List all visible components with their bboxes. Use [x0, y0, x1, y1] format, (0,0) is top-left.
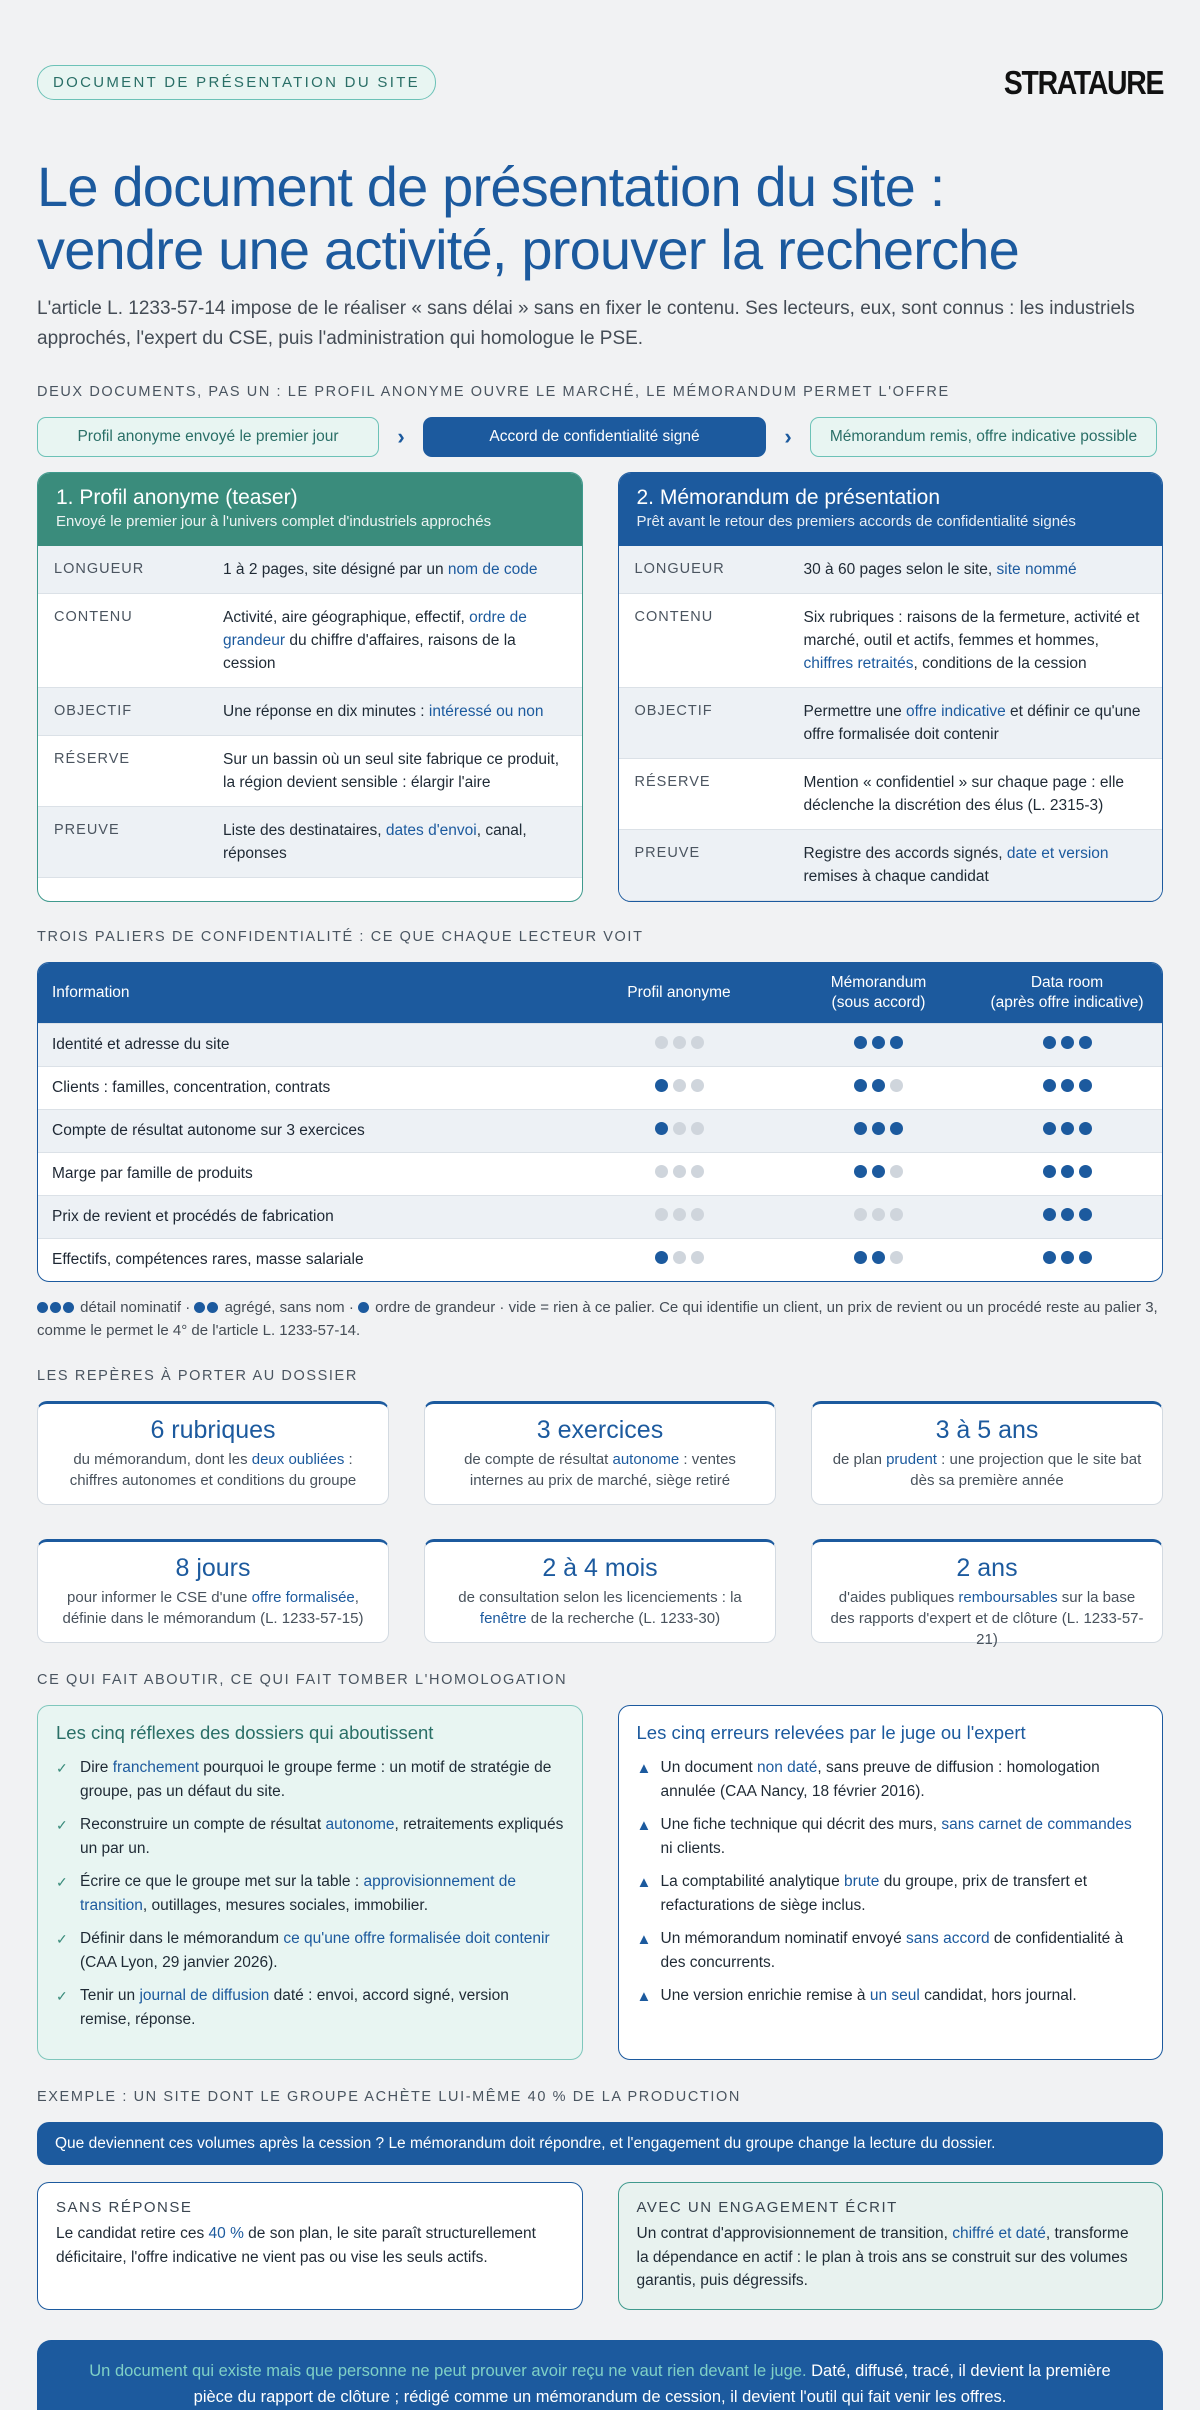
table-body [38, 1023, 1162, 1281]
level-dots [1043, 1251, 1092, 1264]
chevron-right-icon: › [397, 424, 405, 449]
level-dots [1043, 1165, 1092, 1178]
level-dot-icon [673, 1036, 686, 1049]
example-banner: Que deviennent ces volumes après la cession ? Le mémorandum doit répondre, et l'engagement du groupe change la lecture du dossier. [37, 2122, 1163, 2165]
level-dots [854, 1122, 903, 1135]
level-dot-icon [1043, 1122, 1056, 1135]
table-row [38, 1152, 1162, 1195]
level-dot-icon [872, 1079, 885, 1092]
card-row-key: CONTENU [634, 609, 714, 625]
confidentiality-level-cell [972, 1121, 1162, 1141]
warning-icon: ▲ [636, 1931, 652, 1948]
errors-title: Les cinq erreurs relevées par le juge ou l'expert [636, 1722, 1026, 1743]
level-dot-icon [1061, 1079, 1074, 1092]
level-dot-icon [691, 1165, 704, 1178]
level-dots [1043, 1036, 1092, 1049]
list-item [56, 1927, 564, 1974]
level-dot-icon [890, 1165, 903, 1178]
table-header [38, 963, 1162, 1023]
flow-step-nda: Accord de confidentialité signé [423, 417, 766, 457]
list-item [56, 1870, 564, 1917]
level-dots [655, 1079, 704, 1092]
confidentiality-table [37, 962, 1163, 1282]
level-dots [655, 1208, 704, 1221]
warning-icon: ▲ [636, 1874, 652, 1891]
table-row-label: Identité et adresse du site [52, 1036, 230, 1053]
column-header-memorandum: Mémorandum (sous accord) [830, 974, 927, 1011]
card-row-key: CONTENU [54, 609, 133, 625]
teaser-card-rows [38, 546, 582, 878]
stat-card [37, 1539, 389, 1643]
level-dot-icon [655, 1165, 668, 1178]
confidentiality-level-cell [785, 1035, 972, 1055]
brand-logo: STRATAURE [1003, 63, 1163, 101]
level-dot-icon [691, 1122, 704, 1135]
list-item-text: La comptabilité analytique brute du groupe, prix de transfert et refacturations de siège inclus. [660, 1873, 1088, 1914]
card-row-key: RÉSERVE [54, 751, 131, 767]
section-heading-homologation: CE QUI FAIT ABOUTIR, CE QUI FAIT TOMBER L'HOMOLOGATION [37, 1672, 568, 1688]
document-cards [37, 472, 1163, 902]
list-item [637, 1870, 1145, 1917]
table-row [38, 1023, 1162, 1066]
teaser-card-subtitle: Envoyé le premier jour à l'univers complet d'industriels approchés [56, 513, 492, 530]
confidentiality-level-cell [785, 1121, 972, 1141]
card-row-longueur [38, 546, 582, 594]
list-item [56, 1756, 564, 1803]
list-item-text: Reconstruire un compte de résultat autonome, retraitements expliqués un par un. [80, 1816, 564, 1857]
confidentiality-level-cell [972, 1207, 1162, 1227]
section-heading-confidentiality: TROIS PALIERS DE CONFIDENTIALITÉ : CE QUE CHAQUE LECTEUR VOIT [37, 929, 644, 945]
card-row-objectif [619, 688, 1163, 759]
stat-value: 2 à 4 mois [542, 1554, 658, 1582]
level-dot-icon [673, 1079, 686, 1092]
level-dot-icon [655, 1122, 668, 1135]
card-row-objectif [38, 688, 582, 736]
level-dot-icon [872, 1208, 885, 1221]
card-row-longueur [619, 546, 1163, 594]
stat-description: pour informer le CSE d'une offre formalisée, définie dans le mémorandum (L. 1233-57-15) [62, 1589, 364, 1627]
title-line-1: Le document de présentation du site : [37, 155, 945, 218]
level-dot-icon [854, 1251, 867, 1264]
list-item [56, 1984, 564, 2031]
list-item [637, 1756, 1145, 1803]
errors-box [618, 1705, 1164, 2060]
card-row-réserve [619, 759, 1163, 830]
level-dot-icon [1043, 1079, 1056, 1092]
level-dot-icon [655, 1251, 668, 1264]
level-dot-icon [890, 1036, 903, 1049]
memorandum-card-header [619, 473, 1163, 546]
stat-description: de compte de résultat autonome : ventes internes au prix de marché, siège retiré [464, 1451, 736, 1489]
level-dot-icon [691, 1208, 704, 1221]
card-row-value: Six rubriques : raisons de la fermeture, activité et marché, outil et actifs, femmes et hommes, chiffres retraités, conditions de la cession [803, 609, 1140, 672]
level-dot-icon [1043, 1208, 1056, 1221]
example-commitment [618, 2182, 1164, 2310]
good-practices-title: Les cinq réflexes des dossiers qui aboutissent [56, 1722, 434, 1743]
stat-card [424, 1539, 776, 1643]
card-row-key: RÉSERVE [634, 774, 711, 790]
section-heading-documents: DEUX DOCUMENTS, PAS UN : LE PROFIL ANONYME OUVRE LE MARCHÉ, LE MÉMORANDUM PERMET L'OFFRE [37, 384, 950, 400]
flow-step-teaser: Profil anonyme envoyé le premier jour [37, 417, 379, 457]
memorandum-card [618, 472, 1164, 902]
check-icon: ✓ [56, 1874, 68, 1890]
card-row-value: 30 à 60 pages selon le site, site nommé [803, 561, 1077, 578]
level-dot-icon [890, 1208, 903, 1221]
level-dot-icon [1043, 1251, 1056, 1264]
confidentiality-level-cell [972, 1078, 1162, 1098]
card-row-value: Sur un bassin où un seul site fabrique ce produit, la région devient sensible : élargir l'aire [223, 751, 560, 791]
table-row-label: Effectifs, compétences rares, masse salariale [52, 1251, 364, 1268]
level-dot-icon [854, 1122, 867, 1135]
card-row-value: Mention « confidentiel » sur chaque page : elle déclenche la discrétion des élus (L. 2315-3) [803, 774, 1125, 814]
table-row-label: Compte de résultat autonome sur 3 exercices [52, 1122, 365, 1139]
process-flow [37, 417, 1163, 457]
warning-icon: ▲ [636, 1817, 652, 1834]
level-dot-icon [1061, 1036, 1074, 1049]
memorandum-card-title: 2. Mémorandum de présentation [636, 486, 941, 509]
level-dot-icon [872, 1251, 885, 1264]
level-dots [854, 1208, 903, 1221]
card-row-value: 1 à 2 pages, site désigné par un nom de code [223, 561, 538, 578]
memorandum-card-rows [619, 546, 1163, 901]
warning-icon: ▲ [636, 1760, 652, 1777]
table-row [38, 1238, 1162, 1281]
good-practices-box [37, 1705, 583, 2060]
list-item [637, 1927, 1145, 1974]
confidentiality-level-cell [573, 1036, 785, 1054]
example-no-answer-text: Le candidat retire ces 40 % de son plan, le site paraît structurellement déficitaire, l'offre indicative ne vient pas ou vise les seuls actifs. [56, 2225, 536, 2266]
level-dot-icon [691, 1251, 704, 1264]
stat-description: de consultation selon les licenciements : la fenêtre de la recherche (L. 1233-30) [458, 1589, 742, 1627]
level-dot-icon [655, 1079, 668, 1092]
card-row-value: Registre des accords signés, date et version remises à chaque candidat [803, 845, 1109, 885]
card-row-key: PREUVE [634, 845, 701, 861]
table-row-label: Marge par famille de produits [52, 1165, 253, 1182]
card-row-key: LONGUEUR [634, 561, 725, 577]
table-row [38, 1195, 1162, 1238]
stats-grid [37, 1401, 1163, 1648]
title-line-2: vendre une activité, prouver la recherche [37, 218, 1019, 281]
level-dots [655, 1122, 704, 1135]
card-row-contenu [38, 594, 582, 688]
level-dots [854, 1036, 903, 1049]
level-dots [1043, 1122, 1092, 1135]
level-dot-icon [872, 1036, 885, 1049]
stat-card [811, 1401, 1163, 1505]
stat-value: 8 jours [175, 1554, 251, 1582]
level-dot-icon [1043, 1165, 1056, 1178]
card-row-value: Liste des destinataires, dates d'envoi, canal, réponses [223, 822, 527, 862]
list-item-text: Une version enrichie remise à un seul candidat, hors journal. [660, 1987, 1077, 2004]
list-item-text: Définir dans le mémorandum ce qu'une offre formalisée doit contenir (CAA Lyon, 29 janvier 2026). [80, 1930, 550, 1971]
flow-step-memorandum: Mémorandum remis, offre indicative possible [810, 417, 1157, 457]
check-icon: ✓ [56, 1988, 68, 2004]
card-row-preuve [38, 807, 582, 878]
stat-description: du mémorandum, dont les deux oubliées : chiffres autonomes et conditions du groupe [69, 1451, 357, 1489]
memorandum-card-subtitle: Prêt avant le retour des premiers accords de confidentialité signés [636, 513, 1076, 530]
stat-value: 6 rubriques [150, 1416, 276, 1444]
stat-card [811, 1539, 1163, 1648]
confidentiality-level-cell [573, 1208, 785, 1226]
level-dot-icon [673, 1208, 686, 1221]
chevron-right-icon: › [784, 424, 792, 449]
check-icon: ✓ [56, 1931, 68, 1947]
list-item-text: Un mémorandum nominatif envoyé sans accord de confidentialité à des concurrents. [660, 1930, 1124, 1971]
example-commitment-text: Un contrat d'approvisionnement de transition, chiffré et daté, transforme la dépendance en actif : le plan à trois ans se construit sur des volumes garantis, puis dégressifs. [636, 2225, 1129, 2289]
level-dot-icon [1061, 1122, 1074, 1135]
level-dot-icon [655, 1208, 668, 1221]
intro-paragraph: L'article L. 1233-57-14 impose de le réaliser « sans délai » sans en fixer le contenu. Ses lecteurs, eux, sont connus : les industriels approchés, l'expert du CSE, puis l'administration qui homologue le PSE. [37, 298, 1135, 349]
level-dot-icon [691, 1079, 704, 1092]
level-dot-icon [1061, 1165, 1074, 1178]
stat-value: 2 ans [956, 1554, 1018, 1582]
stat-card [424, 1401, 776, 1505]
example-commitment-label: AVEC UN ENGAGEMENT ÉCRIT [636, 2199, 898, 2216]
table-row [38, 1066, 1162, 1109]
level-dots [1043, 1208, 1092, 1221]
stat-value: 3 exercices [536, 1416, 664, 1444]
level-dots [655, 1036, 704, 1049]
list-item [637, 1813, 1145, 1860]
level-dots [854, 1079, 903, 1092]
example-no-answer [37, 2182, 583, 2310]
level-dot-icon [1043, 1036, 1056, 1049]
check-icon: ✓ [56, 1760, 68, 1776]
stat-value: 3 à 5 ans [935, 1416, 1039, 1444]
table-legend: détail nominatif · agrégé, sans nom · ordre de grandeur · vide = rien à ce palier. Ce qui identifie un client, un prix de revient ou un procédé reste au palier 3, comme le permet le 4° de l'article L. 1233-57-14. [37, 1299, 1158, 1339]
confidentiality-level-cell [972, 1164, 1162, 1184]
errors-list [637, 1756, 1145, 2009]
column-header-data-room: Data room (après offre indicative) [990, 974, 1144, 1011]
level-dot-icon [673, 1165, 686, 1178]
confidentiality-level-cell [573, 1079, 785, 1097]
level-dot-icon [854, 1036, 867, 1049]
level-dots [854, 1251, 903, 1264]
level-dot-icon [1061, 1251, 1074, 1264]
card-row-key: PREUVE [54, 822, 120, 838]
list-item-text: Tenir un journal de diffusion daté : envoi, accord signé, version remise, réponse. [80, 1987, 509, 2028]
teaser-card-title: 1. Profil anonyme (teaser) [56, 486, 298, 509]
level-dot-icon [691, 1036, 704, 1049]
section-heading-example: EXEMPLE : UN SITE DONT LE GROUPE ACHÈTE LUI-MÊME 40 % DE LA PRODUCTION [37, 2089, 741, 2105]
level-dot-icon [673, 1251, 686, 1264]
level-dot-icon [854, 1208, 867, 1221]
card-row-key: OBJECTIF [634, 703, 713, 719]
card-row-réserve [38, 736, 582, 807]
level-dots [854, 1165, 903, 1178]
confidentiality-level-cell [972, 1035, 1162, 1055]
level-dot-icon [872, 1122, 885, 1135]
level-dot-icon [1079, 1165, 1092, 1178]
card-row-value: Une réponse en dix minutes : intéressé ou non [223, 703, 544, 720]
do-dont-section [37, 1705, 1163, 2060]
card-row-preuve [619, 830, 1163, 901]
level-dot-icon [890, 1251, 903, 1264]
level-dots [655, 1251, 704, 1264]
card-row-value: Permettre une offre indicative et définir ce qu'une offre formalisée doit contenir [803, 703, 1141, 743]
confidentiality-level-cell [573, 1122, 785, 1140]
top-bar [37, 63, 1163, 101]
page-title [37, 155, 1163, 281]
table-row [38, 1109, 1162, 1152]
level-dot-icon [1061, 1208, 1074, 1221]
card-row-contenu [619, 594, 1163, 688]
level-dot-icon [872, 1165, 885, 1178]
level-dots [1043, 1079, 1092, 1092]
section-heading-markers: LES REPÈRES À PORTER AU DOSSIER [37, 1368, 358, 1384]
level-dot-icon [854, 1165, 867, 1178]
card-row-key: LONGUEUR [54, 561, 145, 577]
level-dot-icon [655, 1036, 668, 1049]
level-dot-icon [890, 1122, 903, 1135]
level-dot-icon [1079, 1251, 1092, 1264]
document-type-pill: DOCUMENT DE PRÉSENTATION DU SITE [37, 65, 436, 100]
conclusion-banner: Un document qui existe mais que personne ne peut prouver avoir reçu ne vaut rien devant le juge. Daté, diffusé, tracé, il devient la première pièce du rapport de clôture ; rédigé comme un mémorandum de cession, il devient l'outil qui fait venir les offres. [37, 2340, 1163, 2410]
good-practices-list [56, 1756, 564, 2031]
level-dots [655, 1165, 704, 1178]
confidentiality-level-cell [972, 1250, 1162, 1270]
list-item-text: Dire franchement pourquoi le groupe ferme : un motif de stratégie de groupe, pas un défaut du site. [80, 1759, 552, 1800]
check-icon: ✓ [56, 1817, 68, 1833]
column-header-information: Information [52, 984, 130, 1001]
stat-description: de plan prudent : une projection que le site bat dès sa première année [832, 1451, 1142, 1489]
teaser-card [37, 472, 583, 902]
confidentiality-level-cell [573, 1251, 785, 1269]
table-row-label: Clients : familles, concentration, contrats [52, 1079, 331, 1096]
confidentiality-level-cell [573, 1165, 785, 1183]
confidentiality-level-cell [785, 1164, 972, 1184]
level-dot-icon [1079, 1079, 1092, 1092]
card-row-value: Activité, aire géographique, effectif, ordre de grandeur du chiffre d'affaires, raisons de la cession [223, 609, 527, 672]
list-item [637, 1984, 1145, 2009]
confidentiality-level-cell [785, 1207, 972, 1227]
list-item-text: Un document non daté, sans preuve de diffusion : homologation annulée (CAA Nancy, 18 février 2016). [660, 1759, 1100, 1800]
example-comparison [37, 2182, 1163, 2310]
example-no-answer-label: SANS RÉPONSE [56, 2199, 193, 2216]
table-row-label: Prix de revient et procédés de fabrication [52, 1208, 334, 1225]
level-dot-icon [1079, 1036, 1092, 1049]
level-dot-icon [1079, 1208, 1092, 1221]
teaser-card-header [38, 473, 582, 546]
list-item-text: Une fiche technique qui décrit des murs, sans carnet de commandes ni clients. [660, 1816, 1132, 1857]
card-row-key: OBJECTIF [54, 703, 133, 719]
column-header-profil: Profil anonyme [627, 984, 731, 1001]
stat-card [37, 1401, 389, 1505]
confidentiality-level-cell [785, 1250, 972, 1270]
level-dot-icon [673, 1122, 686, 1135]
level-dot-icon [890, 1079, 903, 1092]
stat-description: d'aides publiques remboursables sur la base des rapports d'expert et de clôture (L. 1233-57-21) [830, 1589, 1144, 1648]
list-item [56, 1813, 564, 1860]
list-item-text: Écrire ce que le groupe met sur la table : approvisionnement de transition, outillages, mesures sociales, immobilier. [80, 1873, 516, 1914]
level-dot-icon [854, 1079, 867, 1092]
warning-icon: ▲ [636, 1988, 652, 2005]
level-dot-icon [1079, 1122, 1092, 1135]
confidentiality-level-cell [785, 1078, 972, 1098]
